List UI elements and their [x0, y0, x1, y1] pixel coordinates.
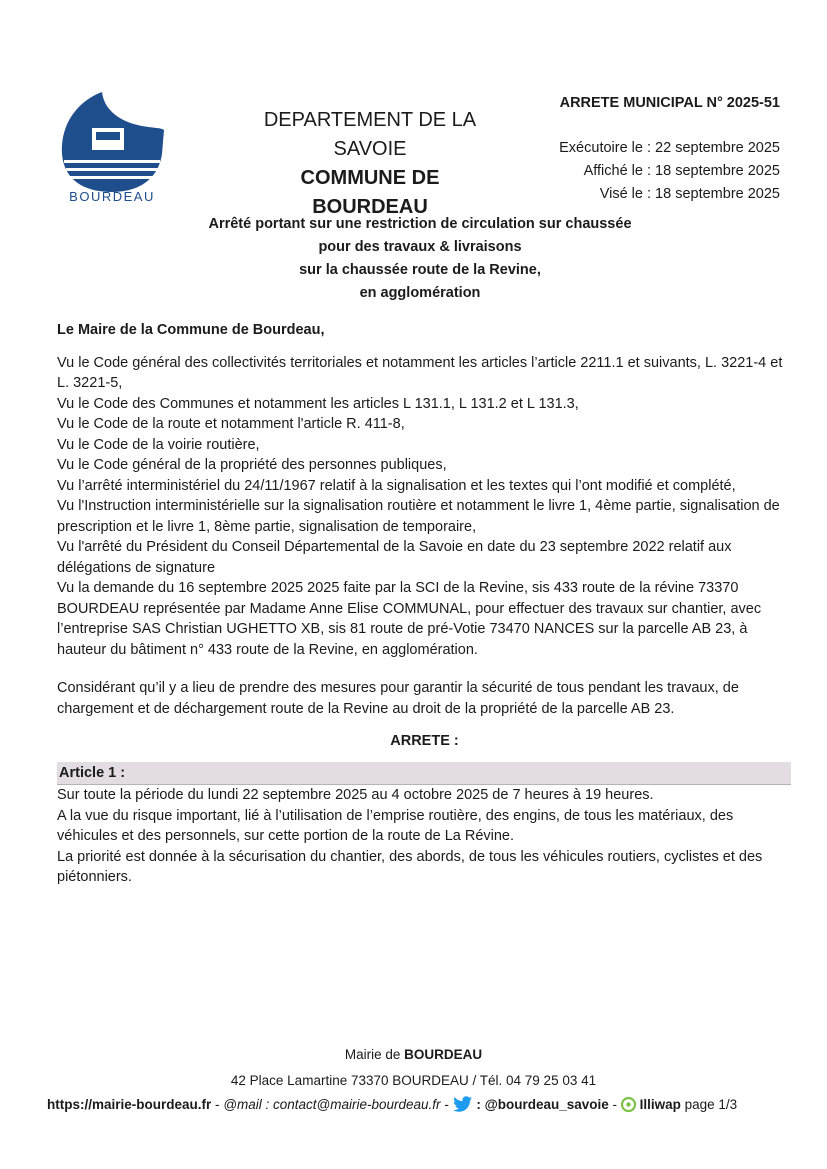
- visa-item: Vu le Code général de la propriété des personnes publiques,: [57, 457, 447, 473]
- department-line-2: SAVOIE: [333, 138, 407, 160]
- decree-reference: ARRETE MUNICIPAL N° 2025-51: [559, 95, 780, 111]
- visa-item: Vu l'Instruction interministérielle sur la signalisation routière et notamment le livre 1, 4ème partie, signalisation de prescription et le livre 1, 8ème partie, signalisation de temporaire,: [57, 498, 780, 535]
- department-line-1: DEPARTEMENT DE LA: [263, 109, 477, 131]
- footer-mairie-prefix: Mairie de: [344, 1047, 401, 1062]
- affiche-date: Affiché le : 18 septembre 2025: [583, 163, 780, 179]
- mayor-heading: Le Maire de la Commune de Bourdeau,: [57, 322, 325, 338]
- article-line: La priorité est donnée à la sécurisation du chantier, des abords, de tous les véhicules routiers, cyclistes et des piétonniers.: [57, 848, 763, 885]
- footer-links: https://mairie-bourdeau.fr - @mail : contact@mairie-bourdeau.fr - : @bourdeau_savoie - Illiwap page 1/3: [47, 1097, 738, 1112]
- page-number: page 1/3: [684, 1097, 738, 1112]
- commune-name: COMMUNE DE BOURDEAU: [300, 167, 440, 218]
- illiwap-link[interactable]: Illiwap: [639, 1097, 681, 1112]
- visa-item: Vu l'arrêté du Président du Conseil Départemental de la Savoie en date du 23 septembre 2022 relatif aux délégations de signature: [57, 539, 732, 576]
- twitter-handle[interactable]: @bourdeau_savoie: [484, 1097, 609, 1112]
- logo-caption: BOURDEAU: [69, 189, 155, 204]
- vise-date: Visé le : 18 septembre 2025: [599, 186, 780, 202]
- mail-label: @mail :: [223, 1097, 270, 1112]
- footer-address: 42 Place Lamartine 73370 BOURDEAU / Tél. 04 79 25 03 41: [230, 1073, 597, 1088]
- executoire-date: Exécutoire le : 22 septembre 2025: [559, 140, 780, 156]
- considering-paragraph: Considérant qu’il y a lieu de prendre des mesures pour garantir la sécurité de tous pendant les travaux, de chargement et de déchargement route de la Revine au droit de la propriété de la parcelle AB 23.: [57, 680, 739, 717]
- illiwap-icon: [621, 1097, 636, 1112]
- subject-line: Arrêté portant sur une restriction de circulation sur chaussée: [208, 216, 632, 232]
- visa-item: Vu la demande du 16 septembre 2025 2025 faite par la SCI de la Revine, sis 433 route de la révine 73370 BOURDEAU représentée par Madame Anne Elise COMMUNAL, pour effectuer des travaux sur chantier, avec l’entreprise SAS Christian UGHETTO XB, sis 81 route de pré-Votie 73470 NANCES sur la parcelle AB 23, à hauteur du bâtiment n° 433 route de la Revine, en agglomération.: [57, 580, 762, 658]
- department-block: [252, 106, 488, 222]
- article-line: A la vue du risque important, lié à l’utilisation de l’emprise routière, des engins, de tous les matériaux, des véhicules et des personnels, sur cette portion de la route de La Révine.: [57, 807, 734, 844]
- visa-item: Vu l’arrêté interministériel du 24/11/1967 relatif à la signalisation et les textes qui l’ont modifié et complété,: [57, 477, 736, 494]
- subject-line: en agglomération: [359, 285, 481, 301]
- article-1-heading: Article 1 :: [57, 762, 791, 786]
- article-line: Sur toute la période du lundi 22 septembre 2025 au 4 octobre 2025 de 7 heures à 19 heures.: [57, 787, 654, 803]
- subject-line: pour des travaux & livraisons: [318, 239, 522, 255]
- twitter-bird-icon: [453, 1096, 473, 1112]
- decree-subject: [160, 213, 680, 305]
- visa-item: Vu le Code général des collectivités territoriales et notamment les articles l’article 2211.1 et suivants, L. 3221-4 et L. 3221-5,: [57, 354, 783, 391]
- footer-mairie: [0, 1047, 827, 1062]
- website-link[interactable]: https://mairie-bourdeau.fr: [47, 1097, 212, 1112]
- visa-item: Vu le Code de la route et notamment l'article R. 411-8,: [57, 416, 405, 432]
- mail-link[interactable]: contact@mairie-bourdeau.fr: [273, 1097, 441, 1112]
- visa-item: Vu le Code de la voirie routière,: [57, 436, 260, 453]
- decree-dates: [559, 137, 780, 206]
- decree-body: [57, 320, 792, 888]
- arrete-heading: ARRETE :: [390, 733, 459, 749]
- subject-line: sur la chaussée route de la Revine,: [299, 262, 541, 278]
- visa-item: Vu le Code des Communes et notamment les articles L 131.1, L 131.2 et L 131.3,: [57, 395, 579, 412]
- footer-mairie-name: BOURDEAU: [404, 1047, 483, 1062]
